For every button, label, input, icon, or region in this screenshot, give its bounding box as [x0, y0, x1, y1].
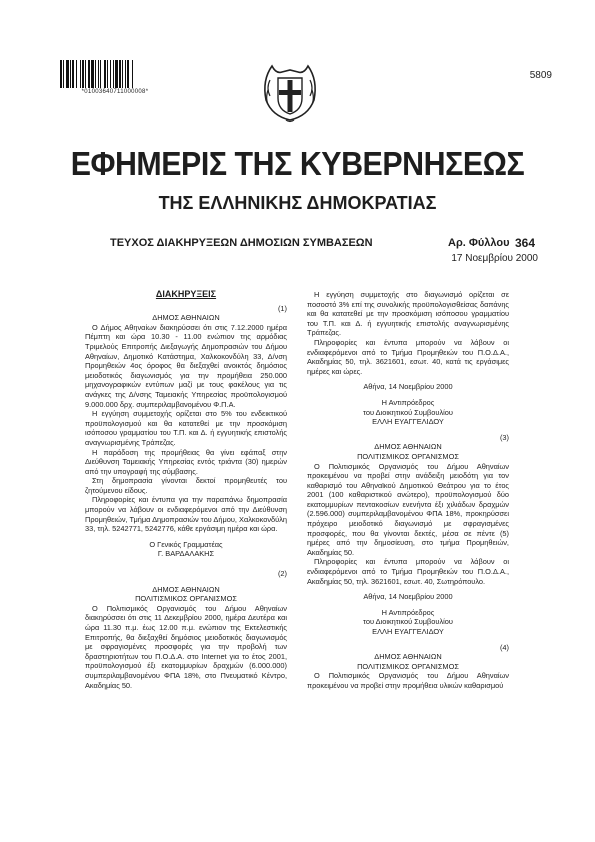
paragraph: Ο Δήμος Αθηναίων διακηρύσσει ότι στις 7.12.2000 ημέρα Πέμπτη και ώρα 10.30 - 11.00 ενώπιον της αρμόδιας Τριμελούς Επιτροπής Διεξαγωγής Δημοπρασιών του Δήμου Αθηναίων, Δημοτικό Κατάστημα, Χαλκοκονδύλη 33, Δ/νση Προμηθειών 4ος όροφος θα διεξαχθεί ανοικτός δημόσιος μειοδοτικός διαγωνισμός για την προμήθεια 250.000 μηχανογραφικών εντύπων μαζί με τους φακέλους για τις ανάγκες της Δ/νσης Ταμειακής Υπηρεσίας προϋπολογισμού 9.000.000 δρχ. συμπεριλαμβανομένου Φ.Π.Α. [85, 322, 287, 409]
signature-role: Ο Γενικός Γραμματέας [149, 539, 223, 549]
issue-series: ΤΕΥΧΟΣ ΔΙΑΚΗΡΥΞΕΩΝ ΔΗΜΟΣΙΩΝ ΣΥΜΒΑΣΕΩΝ [110, 237, 373, 249]
gazette-title: ΕΦΗΜΕΡΙΣ ΤΗΣ ΚΥΒΕΡΝΗΣΕΩΣ [70, 145, 525, 182]
paragraph: Ο Πολιτισμικός Οργανισμός του Δήμου Αθηναίων προκειμένου να προβεί στην ανάδειξη μειοδότη για τον καθαρισμό του Αθηναϊκού Δημοτικού Θεάτρου για το έτος 2001 (100 καθαριστικού ανώτερο), προϋπολογισμού δύο εκατομμυρίων πεντακοσίων ενενήντα έξι χιλιάδων δραχμών (2.596.000) συμπεριλαμβανομένου ΦΠΑ 18%, προκηρύσσει πρόχειρο μειοδοτικό διαγωνισμό με σφραγισμένες προσφορές, που θα γίνονται δεκτές, μέσα σε πέντε (5) ημέρες από την δημοσίευση, στο τμήμα Προμηθειών, Ακαδημίας 50. [307, 461, 509, 557]
signature-name: ΕΛΛΗ ΕΥΑΓΓΕΛΙΔΟΥ [372, 417, 444, 427]
coat-of-arms-emblem [258, 60, 322, 124]
paragraph: Πληροφορίες και έντυπα μπορούν να λάβουν οι ενδιαφερόμενοι από το Τμήμα Προμηθειών του Π.Ο.Δ.Α., Ακαδημίας 50, τηλ. 3621601, εσωτ. 40, κατά τις εργάσιμες ημέρες και ώρες. [307, 337, 509, 376]
notice-number: (3) [499, 432, 509, 442]
paragraph: Η εγγύηση συμμετοχής στο διαγωνισμό ορίζεται σε ποσοστό 3% επί της συνολικής προϋπολογισθείσας δαπάνης και θα κατατεθεί με την προσκόμιση ισόποσου γραμματίου του Τ.Π. και Δ. ή εγγυητικής επιστολής αναγνωρισμένης Τράπεζας. [307, 290, 509, 338]
paragraph: Η εγγύηση συμμετοχής ορίζεται στο 5% του ενδεικτικού προϋπολογισμού και θα κατατεθεί με την προσκόμιση ισόποσου γραμματίου του Τ.Π. και Δ. ή εγγυητικής επιστολής αναγνωρισμένης Τράπεζας. [85, 409, 287, 447]
barcode-number: *01003640711000008* [81, 89, 149, 95]
paragraph: Πληροφορίες και έντυπα για την παραπάνω δημοπρασία μπορούν να λάβουν οι ενδιαφερόμενοι από την Διεύθυνση Προμηθειών, Τμήμα Δημοπρασιών του Δήμου, Χαλκοκονδύλη 33, τηλ. 5242771, 5242776, κάθε εργάσιμη ημέρα και ώρα. [85, 495, 287, 534]
notice-subheading: ΠΟΛΙΤΙΣΜΙΚΟΣ ΟΡΓΑΝΙΣΜΟΣ [135, 594, 237, 604]
notice-subheading: ΠΟΛΙΤΙΣΜΙΚΟΣ ΟΡΓΑΝΙΣΜΟΣ [357, 661, 459, 671]
signature-role: Η Αντιπρόεδρος [381, 607, 435, 617]
barcode [60, 60, 170, 90]
paragraph: Πληροφορίες και έντυπα μπορούν να λάβουν οι ενδιαφερόμενοι από το Τμήμα Προμηθειών του Π.Ο.Δ.Α., Ακαδημίας 50, τηλ. 3621601, εσωτ. 40, Σωτηρόπουλο. [307, 557, 509, 586]
signature-name: ΕΛΛΗ ΕΥΑΓΓΕΛΙΔΟΥ [372, 627, 444, 636]
place-date: Αθήνα, 14 Νοεμβρίου 2000 [363, 382, 453, 392]
paragraph: Στη δημοπρασία γίνονται δεκτοί προμηθευτές του ζητούμενου είδους. [85, 476, 287, 495]
paragraph: Ο Πολιτισμικός Οργανισμός του Δήμου Αθηναίων διακηρύσσει ότι στις 11 Δεκεμβρίου 2000, ημέρα Δευτέρα και ώρα 11.30 π.μ. έως 12.00 π.μ. ενώπιον της Εκτελεστικής Επιτροπής, θα διεξαχθεί δημόσιος μειοδοτικός διαγωνισμός με σφραγισμένες προσφορές για την προβολή των δραστηριοτήτων του Π.Ο.Δ.Α. στο Internet για το έτος 2001, προϋπολογισμού έξι εκατομμυρίων δραχμών (6.000.000) συμπεριλαμβανομένου ΦΠΑ 18%, στο Πνευματικό Κέντρο, Ακαδημίας 50. [85, 603, 287, 690]
notice-heading: ΔΗΜΟΣ ΑΘΗΝΑΙΩΝ [374, 652, 442, 662]
signature-role: Η Αντιπρόεδρος [381, 397, 435, 407]
left-column [85, 290, 287, 690]
notice-heading: ΔΗΜΟΣ ΑΘΗΝΑΙΩΝ [152, 584, 220, 594]
section-heading: ΔΙΑΚΗΡΥΞΕΙΣ [155, 289, 217, 299]
right-column [307, 290, 509, 691]
notice-number: (1) [277, 303, 287, 313]
issue-number: 364 [515, 236, 536, 250]
notice-number: (2) [277, 569, 287, 579]
issue-date: 17 Νοεμβρίου 2000 [451, 253, 538, 264]
gazette-subtitle: ΤΗΣ ΕΛΛΗΝΙΚΗΣ ΔΗΜΟΚΡΑΤΙΑΣ [158, 193, 437, 213]
signature-role: του Διοικητικού Συμβουλίου [363, 407, 453, 417]
notice-number: (4) [499, 642, 509, 652]
notice-subheading: ΠΟΛΙΤΙΣΜΙΚΟΣ ΟΡΓΑΝΙΣΜΟΣ [357, 451, 459, 461]
place-date: Αθήνα, 14 Νοεμβρίου 2000 [363, 592, 453, 602]
signature-name: Γ. ΒΑΡΔΑΛΑΚΗΣ [157, 549, 215, 559]
issue-label: Αρ. Φύλλου [448, 237, 510, 249]
signature-role: του Διοικητικού Συμβουλίου [363, 617, 453, 627]
notice-heading: ΔΗΜΟΣ ΑΘΗΝΑΙΩΝ [152, 313, 220, 323]
page-number: 5809 [529, 70, 552, 81]
notice-heading: ΔΗΜΟΣ ΑΘΗΝΑΙΩΝ [374, 442, 442, 452]
paragraph: Ο Πολιτισμικός Οργανισμός του Δήμου Αθηναίων προκειμένου να προβεί στην προμήθεια υλικών καθαρισμού [307, 671, 509, 690]
paragraph: Η παράδοση της προμήθειας θα γίνει εφάπαξ στην Διεύθυνση Ταμειακής Υπηρεσίας εντός τριάντα (30) ημερών από την υπογραφή της σύμβασης. [85, 447, 287, 476]
